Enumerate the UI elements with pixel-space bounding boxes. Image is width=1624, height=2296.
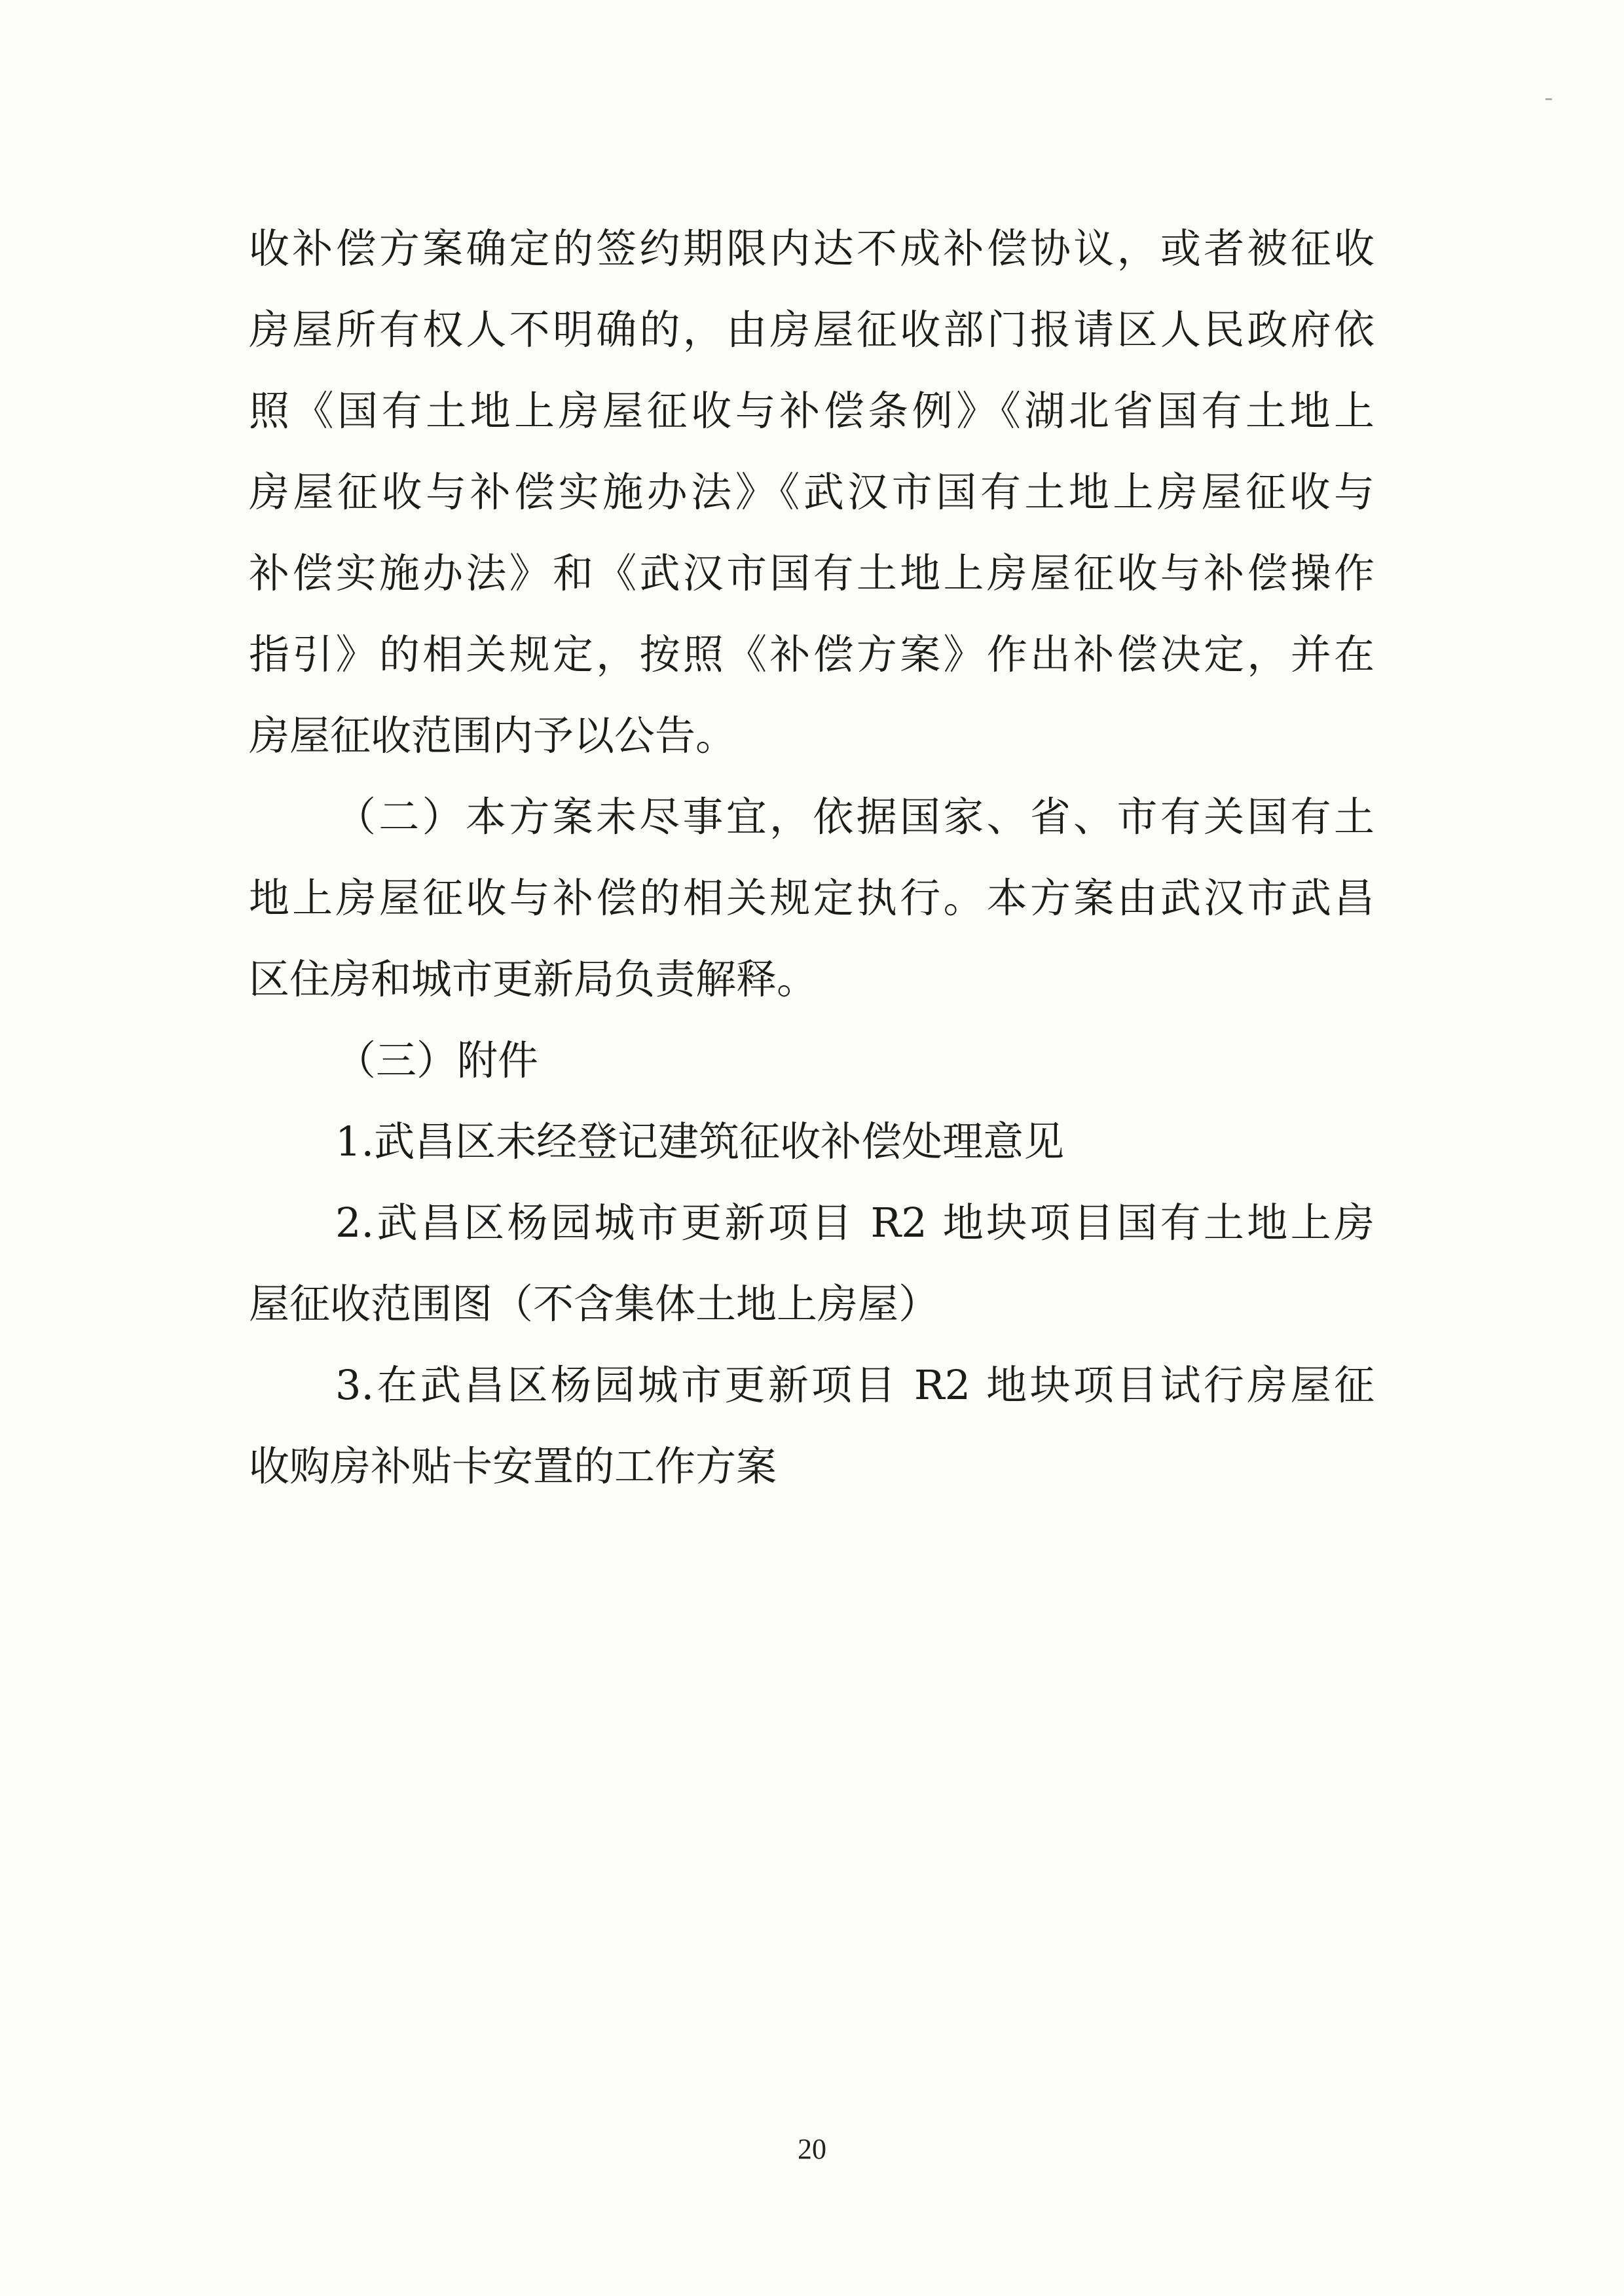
attachment-line: 2.武昌区杨园城市更新项目 R2 地块项目国有土地上房	[335, 1199, 1375, 1247]
paragraph-line: 收补偿方案确定的签约期限内达不成补偿协议，或者被征收	[249, 225, 1375, 272]
attachment-list	[249, 1101, 1375, 1507]
paragraph-line: 房屋征收范围内予以公告。	[249, 712, 737, 759]
attachment-line: 收购房补贴卡安置的工作方案	[249, 1442, 777, 1490]
scan-mark	[1545, 98, 1552, 100]
attachment-line: 3.在武昌区杨园城市更新项目 R2 地块项目试行房屋征	[335, 1361, 1375, 1409]
paragraph-continuation	[249, 208, 1375, 776]
document-body	[249, 208, 1375, 1507]
paragraph-line: 地上房屋征收与补偿的相关规定执行。本方案由武汉市武昌	[249, 874, 1375, 922]
attachment-item	[249, 1182, 1375, 1345]
paragraph-line: 区住房和城市更新局负责解释。	[249, 955, 818, 1003]
paragraph-line: 房屋征收与补偿实施办法》《武汉市国有土地上房屋征收与	[249, 468, 1375, 516]
paragraph-line: 指引》的相关规定，按照《补偿方案》作出补偿决定，并在	[249, 630, 1375, 678]
attachment-line: 屋征收范围图（不含集体土地上房屋）	[249, 1280, 940, 1328]
paragraph-line: 照《国有土地上房屋征收与补偿条例》《湖北省国有土地上	[249, 387, 1375, 435]
page-number: 20	[798, 2133, 826, 2165]
section-heading: （三）附件	[335, 1036, 539, 1084]
paragraph-section-three-heading	[249, 1020, 1375, 1101]
paragraph-line: 房屋所有权人不明确的，由房屋征收部门报请区人民政府依	[249, 306, 1375, 354]
attachment-line: 1.武昌区未经登记建筑征收补偿处理意见	[335, 1118, 1065, 1165]
paragraph-section-two	[249, 776, 1375, 1020]
attachment-item	[249, 1101, 1375, 1182]
attachment-item	[249, 1345, 1375, 1507]
paragraph-line: 补偿实施办法》和《武汉市国有土地上房屋征收与补偿操作	[249, 549, 1375, 597]
paragraph-line: （二）本方案未尽事宜，依据国家、省、市有关国有土	[335, 793, 1375, 841]
